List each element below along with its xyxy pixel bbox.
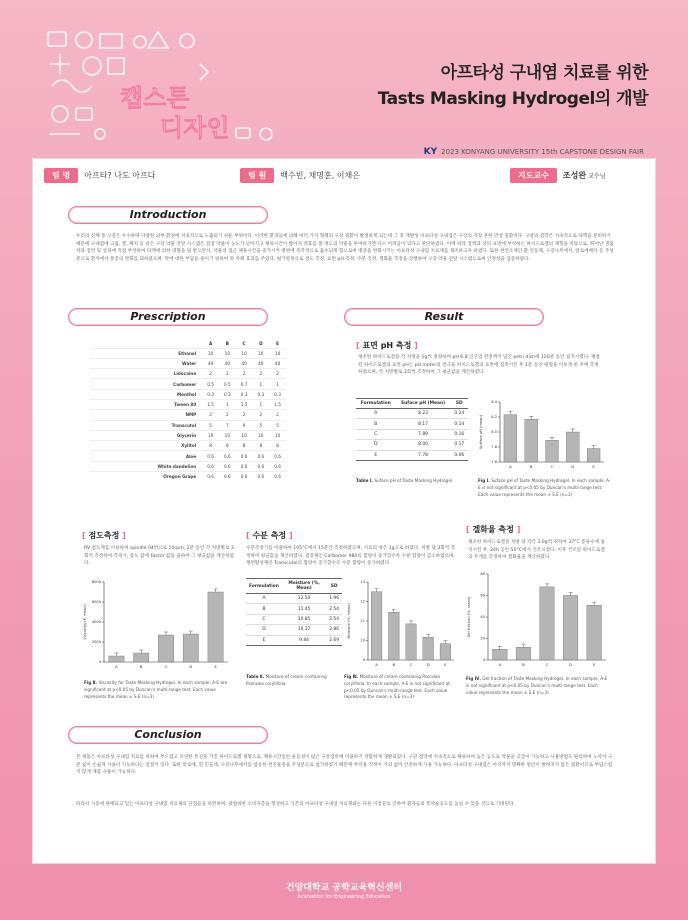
prescription-row bbox=[90, 451, 286, 461]
ph-fig-caption bbox=[478, 478, 612, 498]
ingredient-name: White dandelion bbox=[90, 461, 202, 471]
ingredient-amount: 0.7 bbox=[236, 379, 253, 389]
section-title: Introduction bbox=[129, 208, 207, 221]
prescription-col-header: B bbox=[225, 341, 229, 347]
moisture-table-cell: 1.96 bbox=[326, 594, 342, 604]
ph-table-cell: A bbox=[356, 409, 396, 419]
ph-table-cell: 8.00 bbox=[396, 440, 451, 450]
ingredient-amount: 8 bbox=[252, 441, 269, 451]
y-tick-label: 20 bbox=[480, 636, 485, 641]
moisture-text: 수분측정기를 이용하여 105°C에서 15분간 측정하였으며, 시료의 양은 1g으로 하였다. 처방 당 3회씩 측정하여 평균값을 계산하였다. 점증제인 Carbomer 980의 함량이 증가할수록 수분 함량이 감소하였으며, 계면활성제인 Transcutol의 함량이 증가할수록 수분 함량이 증가하였다. bbox=[246, 546, 456, 567]
members-label: 팀 원 bbox=[240, 168, 274, 183]
moisture-table-cell: 10.17 bbox=[282, 625, 326, 635]
ph-table-cell: B bbox=[356, 419, 396, 429]
ph-table-col-header: Formulation bbox=[356, 399, 396, 409]
prescription-row bbox=[90, 358, 286, 368]
y-axis-label: Gel fraction (%, mean) bbox=[467, 596, 471, 638]
prescription-row bbox=[90, 430, 286, 440]
ingredient-amount: 40 bbox=[236, 358, 253, 368]
poster-title-line2: Tasts Masking Hydrogel의 개발 bbox=[377, 89, 648, 109]
x-tick-label: A bbox=[375, 662, 378, 667]
moisture-table-cell: E bbox=[246, 635, 282, 645]
moisture-table-header-row bbox=[246, 579, 342, 594]
ingredient-amount: 8 bbox=[236, 441, 253, 451]
caption-text: Moisture of cream containing Psoralea corylifolia bbox=[246, 674, 327, 686]
ingredient-name: Ethanol bbox=[90, 348, 202, 358]
advisor-label: 지도교수 bbox=[510, 168, 557, 183]
ingredient-amount: 10 bbox=[236, 430, 253, 440]
ph-table-cell: 7.89 bbox=[396, 429, 451, 439]
y-tick-label: 8.2 bbox=[491, 415, 497, 420]
ingredient-amount: 1.5 bbox=[202, 399, 219, 409]
x-tick-label: B bbox=[139, 664, 143, 669]
ingredient-amount: 0.6 bbox=[252, 461, 269, 471]
ph-table-cell: D bbox=[356, 440, 396, 450]
caption-label: Table Ⅰ. bbox=[356, 478, 374, 483]
advisor-name: 조성완 bbox=[562, 170, 587, 180]
ingredient-amount: 0.6 bbox=[236, 472, 253, 482]
moisture-table-row bbox=[246, 635, 342, 645]
ph-table-header-row bbox=[356, 399, 468, 409]
ingredient-name: Glycerin bbox=[90, 430, 202, 440]
ingredient-amount: 10 bbox=[202, 348, 219, 358]
caption-text: Gel fraction of Taste Masking Hydrogel. In each sample, A-E is not significant at p<0.05 by Duncan's multi-range test. Each value represents the mean ± S.E (n=3) bbox=[466, 676, 608, 695]
ingredient-amount: 10 bbox=[219, 348, 236, 358]
members-info bbox=[240, 167, 360, 183]
ph-table-cell: 0.16 bbox=[451, 429, 468, 439]
conclusion-text-1: 본 제품은 아프타성 구내염 치료를 위하여 부드럽고 유연한 특징을 가진 하이드로겔 제형으로, 체류시간동안 운동성이 많은 구강점막에 이용하기 적합하게 개발되었다. 구강 점막에 지속적으로 체류하여 높은 농도로 약물을 공급이 가능하고 사용방법도 편리하여 노약자 구분 없이 손쉽게 사용이 가능하다는 장점이 있다. 또한 알로에, 흰 민들레, 구강나무에서를 첨유한 천연물질을 주성분으로 첨가하였기 때문에 부작용 걱정이 거의 없어 안전하게 사용 가능하다. 아프타성 구내염은 아직까지 명확한 원인이 밝혀지지 않은 질환이므로 부담스럽지 않게 제품 사용이 가능하다. bbox=[76, 755, 613, 776]
moisture-table-cell: 2.54 bbox=[326, 604, 342, 614]
ph-table-cell: 0.24 bbox=[451, 409, 468, 419]
ingredient-amount: 10 bbox=[202, 430, 219, 440]
ph-table-cell: 8.23 bbox=[396, 409, 451, 419]
ky-logo-icon: KY bbox=[423, 147, 438, 157]
moisture-table bbox=[246, 578, 342, 646]
ingredient-amount: 0.3 bbox=[252, 389, 269, 399]
viscosity-fig-caption bbox=[84, 680, 234, 700]
ingredient-name: Carbomer bbox=[90, 379, 202, 389]
ingredient-amount: 2 bbox=[269, 410, 286, 420]
ph-chart bbox=[478, 398, 608, 472]
bar-E bbox=[440, 644, 451, 660]
x-tick-label: C bbox=[545, 662, 549, 667]
x-tick-label: A bbox=[509, 464, 512, 469]
members-names: 백수빈, 채명훈, 이채은 bbox=[280, 170, 360, 180]
moisture-table-cell: 2.69 bbox=[326, 635, 342, 645]
ph-table-cell: 0.06 bbox=[451, 450, 468, 460]
y-tick-label: 2000 bbox=[91, 640, 101, 645]
ingredient-amount: 2 bbox=[219, 369, 236, 379]
ph-table-row bbox=[356, 440, 468, 450]
ph-table-col-header: Suface pH (Mean) bbox=[396, 399, 451, 409]
ingredient-amount: 0.3 bbox=[269, 389, 286, 399]
y-tick-label: 7.8 bbox=[491, 445, 497, 450]
ingredient-name: Oregon Grape bbox=[90, 472, 202, 482]
caption-label: Table Ⅱ. bbox=[246, 674, 265, 679]
bar-A bbox=[109, 656, 124, 662]
prescription-row bbox=[90, 441, 286, 451]
bar-D bbox=[423, 637, 434, 660]
prescription-col-header: D bbox=[259, 341, 263, 347]
ph-table-cell: 8.17 bbox=[396, 419, 451, 429]
ph-table-col-header: SD bbox=[451, 399, 468, 409]
ingredient-amount: 1.5 bbox=[236, 399, 253, 409]
x-tick-label: E bbox=[592, 464, 595, 469]
ingredient-amount: 40 bbox=[202, 358, 219, 368]
bar-C bbox=[540, 587, 555, 660]
x-tick-label: E bbox=[592, 662, 596, 667]
ph-table-cell: E bbox=[356, 450, 396, 460]
viscosity-text: RV 점도계를 이용하여 spindle 04번으로 10rpm, 2분 동안 각 처방별로 3회씩 측정하여 측정시, 중도 값에 Factor 값을 곱하여 그 평균값을 계산하였다. bbox=[84, 546, 234, 567]
y-tick-label: 7.6 bbox=[491, 460, 497, 465]
ingredient-name: Menthol bbox=[90, 389, 202, 399]
ingredient-amount: 5 bbox=[252, 420, 269, 430]
ingredient-amount: 2 bbox=[202, 410, 219, 420]
ingredient-amount: 7 bbox=[219, 420, 236, 430]
ph-text: 제조한 하이드로겔을 각 처방을 1g씩 정량하여 pH 6.8 인산염 완충액이 담긴 petri dish에 120분 동안 침지시켰다. 팽창된 하이드로겔의 표면 pH는 pH meter의 전극을 하이드로겔의 표면에 접촉시킨 후 1분 동안 평형을 이루게 한 후에 측정하였으며, 각 처방별로 3회씩 측정하여 그 평균값을 계산하였다. bbox=[358, 355, 600, 376]
ph-title-text: 표면 pH 측정 bbox=[362, 341, 412, 350]
ingredient-amount: 2 bbox=[236, 410, 253, 420]
ingredient-name: Water bbox=[90, 358, 202, 368]
prescription-col-header: E bbox=[276, 341, 280, 347]
moisture-table-row bbox=[246, 614, 342, 624]
bar-D bbox=[183, 634, 198, 662]
ingredient-amount: 2 bbox=[202, 369, 219, 379]
bar-D bbox=[566, 432, 579, 462]
y-tick-label: 0 bbox=[482, 658, 485, 663]
section-title: Conclusion bbox=[134, 728, 202, 741]
bar-D bbox=[563, 596, 578, 661]
ingredient-amount: 10 bbox=[219, 430, 236, 440]
bar-E bbox=[587, 449, 600, 463]
section-result bbox=[344, 308, 544, 326]
ingredient-amount: 0.6 bbox=[269, 451, 286, 461]
x-tick-label: A bbox=[115, 664, 118, 669]
moisture-table-cell: 9.84 bbox=[282, 635, 326, 645]
prescription-row bbox=[90, 461, 286, 471]
advisor-info bbox=[510, 167, 606, 183]
section-title: Prescription bbox=[130, 310, 206, 323]
conclusion-text-2: 따라서 시중에 판매되고 있는 아프타성 구내염 치료제의 단점들을 보완하며, 광범위한 소비자층을 형성하고 기존의 아프타성 구내염 치료제와는 다른 이점들로 인하여 환자들의 복약순응도를 높일 수 있을 것으로 기대된다. bbox=[76, 802, 515, 807]
moisture-fig-caption bbox=[344, 674, 458, 701]
footer-line2: Innovation for Engineering Education bbox=[297, 894, 391, 900]
y-tick-label: 4000 bbox=[91, 620, 101, 625]
ingredient-amount: 1.5 bbox=[269, 399, 286, 409]
moisture-table-cell: 2.86 bbox=[326, 625, 342, 635]
gel-chart bbox=[466, 570, 610, 670]
team-info bbox=[44, 167, 155, 183]
caption-text: Suface pH of Taste Masking Hydrogel. bbox=[373, 478, 454, 483]
y-tick-label: 60 bbox=[480, 593, 485, 598]
x-tick-label: D bbox=[569, 662, 573, 667]
logo-text-2: 디자인 bbox=[160, 114, 230, 142]
ingredient-amount: 9 bbox=[236, 420, 253, 430]
ingredient-amount: 8 bbox=[219, 441, 236, 451]
advisor-suffix: 교수님 bbox=[588, 172, 606, 180]
ingredient-amount: 1 bbox=[252, 379, 269, 389]
ingredient-amount: 1 bbox=[269, 379, 286, 389]
ingredient-amount: 0.6 bbox=[202, 451, 219, 461]
ingredient-amount: 0.6 bbox=[269, 461, 286, 471]
moisture-table-cell: A bbox=[246, 594, 282, 604]
x-tick-label: B bbox=[529, 464, 533, 469]
prescription-row bbox=[90, 379, 286, 389]
poster-title-line1: 아프타성 구내염 치료를 위한 bbox=[440, 63, 648, 83]
ingredient-amount: 0.3 bbox=[219, 389, 236, 399]
moisture-table-cell: B bbox=[246, 604, 282, 614]
introduction-text: 우리의 신체 중 구강은 우수하며 다양한 외부 환경에 지속적으로 노출되기 쉬운 부위이다. 이러한 환경들에 의해 여러 가지 형태의 구강 질환이 발생하게 되는데 그 중 재발성 아프타성 구내염은 구강의 가장 흔한 만성 질환이다. 구강의 점막은 지속적으로 타액을 분비하기 때문에 구내염에 크림, 겔, 패치 등 같은 구강 약물 전달 시스템은 점점 약물이 농도가 낮아지고 체류시간이 짧아져 약효를 볼 정도의 약물을 투여하기엔 다소 어려움이 있다고 판단하였다. 이에 따라 점액과 상피 표면에 부착하는 하이드로겔의 제형을 바탕으로, 뛰어난 생흡착과 점막 및 상피에 직접 부착하여 타액에 의한 영향을 덜 받으면서, 약물의 접근 체류시간을 증가시켜 병변에 즉각적으로 흡수되게 함으로써 병증을 완화시키는 아프타성 구내염 치료제를 제조하고자 하였다. 또한 천연소재인 환 연동제, 구강나무에서, 알로에베라 등 주성분으로 환자에서 통증의 완화를 꾀하였으며, 맛에 대한 부담을 줄이기 위하여 맛 차폐 효과를 주었다. 평가항목으로 점도 측정, 표면 pH 측정, 수분 측정, 겔화율 측정을 진행하여 구강 약물 전달 시스템으로써 안정성을 검증하였다. bbox=[76, 234, 614, 262]
y-tick-label: 40 bbox=[480, 615, 485, 620]
capstone-logo-art bbox=[40, 24, 280, 150]
bar-B bbox=[134, 653, 149, 662]
y-tick-label: 12 bbox=[360, 599, 365, 604]
bar-B bbox=[516, 647, 531, 660]
x-tick-label: E bbox=[444, 662, 447, 667]
fair-banner bbox=[424, 147, 644, 157]
y-tick-label: 8.4 bbox=[491, 400, 497, 405]
ingredient-amount: 5 bbox=[202, 420, 219, 430]
ingredient-amount: 10 bbox=[236, 348, 253, 358]
y-tick-label: 13 bbox=[360, 580, 365, 585]
moisture-table-row bbox=[246, 594, 342, 604]
gel-fig-caption bbox=[466, 676, 610, 696]
ingredient-amount: 2 bbox=[236, 369, 253, 379]
ingredient-amount: 8 bbox=[202, 441, 219, 451]
ingredient-amount: 40 bbox=[252, 358, 269, 368]
team-label: 팀 명 bbox=[44, 168, 78, 183]
caption-text: Suface pH of Taste Masking Hydrogel. In each sample, A-E is not significant at p<0.05 by Duncan's multi-range test. Each value represents the mean ± S.E (n=3) bbox=[478, 478, 611, 497]
caption-text: Viscosity for Taste Masking Hydrogel. In each sample, A-E are significant at p<0.05 by Duncan's multi-range test. Each value represents the mean ± S.E (n=3) bbox=[84, 680, 228, 699]
section-title: Result bbox=[424, 310, 464, 323]
x-tick-label: C bbox=[409, 662, 413, 667]
moisture-table-cell: 11.45 bbox=[282, 604, 326, 614]
x-tick-label: D bbox=[571, 464, 575, 469]
bar-E bbox=[208, 592, 223, 662]
prescription-header-row bbox=[90, 340, 286, 348]
ph-table-row bbox=[356, 409, 468, 419]
ingredient-name: Lidocaine bbox=[90, 369, 202, 379]
moisture-table-col-header: Moisture (%, Mean) bbox=[282, 579, 326, 594]
ingredient-amount: 0.3 bbox=[236, 389, 253, 399]
prescription-row bbox=[90, 369, 286, 379]
poster-header bbox=[0, 0, 688, 158]
ingredient-amount: 10 bbox=[252, 348, 269, 358]
y-axis-label: Surface pH (mean) bbox=[479, 415, 483, 449]
ingredient-amount: 0.6 bbox=[202, 461, 219, 471]
ingredient-amount: 2 bbox=[252, 369, 269, 379]
bar-B bbox=[525, 419, 538, 462]
y-tick-label: 80 bbox=[480, 572, 485, 577]
ph-table-cell: 0.14 bbox=[451, 419, 468, 429]
bar-B bbox=[388, 612, 399, 660]
x-tick-label: D bbox=[189, 664, 193, 669]
ph-table-caption bbox=[356, 478, 476, 485]
ingredient-amount: 10 bbox=[269, 348, 286, 358]
ingredient-amount: 0.6 bbox=[252, 451, 269, 461]
ph-table-cell: 0.17 bbox=[451, 440, 468, 450]
prescription-row bbox=[90, 410, 286, 420]
x-tick-label: C bbox=[550, 464, 554, 469]
ingredient-amount: 0.6 bbox=[236, 461, 253, 471]
ingredient-amount: 0.5 bbox=[219, 379, 236, 389]
bar-A bbox=[492, 649, 507, 660]
ingredient-amount: 10 bbox=[252, 430, 269, 440]
ingredient-amount: 0.6 bbox=[236, 451, 253, 461]
y-tick-label: 10 bbox=[360, 638, 365, 643]
section-prescription bbox=[68, 308, 268, 326]
caption-label: Fig Ⅱ. bbox=[84, 680, 98, 685]
caption-label: Fig Ⅲ. bbox=[344, 674, 359, 679]
moisture-table-cell: 2.54 bbox=[326, 614, 342, 624]
viscosity-title-text: 점도측정 bbox=[88, 531, 120, 540]
bar-A bbox=[371, 592, 382, 660]
bar-C bbox=[406, 624, 417, 660]
ph-table-row bbox=[356, 429, 468, 439]
gel-title: [ 겔화율 측정 ] bbox=[466, 525, 521, 534]
ingredient-amount: 2 bbox=[269, 369, 286, 379]
moisture-table-row bbox=[246, 604, 342, 614]
x-tick-label: D bbox=[426, 662, 430, 667]
ingredient-amount: 0.6 bbox=[219, 461, 236, 471]
moisture-table-cell: D bbox=[246, 625, 282, 635]
moisture-table-col-header: SD bbox=[326, 579, 342, 594]
moisture-table-col-header: Formulation bbox=[246, 579, 282, 594]
ph-table-row bbox=[356, 450, 468, 460]
caption-label: Fig Ⅳ. bbox=[466, 676, 481, 681]
ph-title: [ 표면 pH 측정 ] bbox=[356, 341, 418, 350]
prescription-row bbox=[90, 348, 286, 358]
ph-table-cell: 7.78 bbox=[396, 450, 451, 460]
ingredient-amount: 1 bbox=[219, 399, 236, 409]
ingredient-amount: 8 bbox=[269, 441, 286, 451]
team-name: 아프타? 나도 아프다 bbox=[84, 170, 156, 180]
y-tick-label: 8000 bbox=[91, 580, 101, 585]
logo-text-1: 캡스톤 bbox=[120, 84, 190, 112]
prescription-row bbox=[90, 389, 286, 399]
ingredient-name: Tween 80 bbox=[90, 399, 202, 409]
ph-table bbox=[356, 398, 468, 461]
prescription-table bbox=[90, 340, 286, 482]
bar-C bbox=[158, 635, 173, 662]
moisture-table-cell: 12.50 bbox=[282, 594, 326, 604]
x-tick-label: E bbox=[214, 664, 217, 669]
ph-table-cell: C bbox=[356, 429, 396, 439]
ingredient-amount: 40 bbox=[269, 358, 286, 368]
ph-table-row bbox=[356, 419, 468, 429]
ingredient-amount: 0.6 bbox=[202, 472, 219, 482]
ingredient-amount: 2 bbox=[219, 410, 236, 420]
ingredient-amount: 2 bbox=[252, 410, 269, 420]
ingredient-name: Xylitol bbox=[90, 441, 202, 451]
ingredient-amount: 0.6 bbox=[252, 472, 269, 482]
x-tick-label: C bbox=[164, 664, 168, 669]
bar-E bbox=[587, 605, 602, 660]
moisture-title-text: 수분 측정 bbox=[252, 531, 287, 540]
x-tick-label: B bbox=[522, 662, 525, 667]
bar-C bbox=[546, 440, 559, 462]
gel-text: 제조한 하이드로겔을 처방 당 각각 3.0g씩 취하여 37°C 증류수에 침지시킨 후, 24h 동안 50°C에서 건조시켰다. 이후 건조된 하이드로겔의 무게를 측정하여 겔화율을 계산하였다. bbox=[468, 540, 605, 561]
ingredient-amount: 1 bbox=[252, 399, 269, 409]
moisture-table-cell: C bbox=[246, 614, 282, 624]
y-tick-label: 8.0 bbox=[491, 430, 497, 435]
x-tick-label: B bbox=[392, 662, 396, 667]
prescription-col-header: A bbox=[208, 341, 213, 347]
section-introduction bbox=[68, 206, 268, 224]
footer-line1: 건양대학교 공학교육혁신센터 bbox=[285, 883, 403, 893]
y-tick-label: 0 bbox=[98, 660, 101, 665]
ingredient-amount: 5 bbox=[269, 420, 286, 430]
ingredient-amount: 40 bbox=[219, 358, 236, 368]
ingredient-amount: 0.6 bbox=[269, 472, 286, 482]
moisture-chart bbox=[346, 578, 458, 670]
prescription-row bbox=[90, 472, 286, 482]
moisture-table-row bbox=[246, 625, 342, 635]
ingredient-name: Aloe bbox=[90, 451, 202, 461]
ingredient-amount: 0.6 bbox=[219, 451, 236, 461]
logo-wordmark bbox=[120, 84, 230, 142]
moisture-title: [ 수분 측정 ] bbox=[246, 531, 293, 540]
footer bbox=[0, 880, 688, 900]
ingredient-name: NMP bbox=[90, 410, 202, 420]
fair-text: 2023 KONYANG UNIVERSITY 15th CAPSTONE DESIGN FAIR bbox=[441, 148, 644, 156]
ingredient-amount: 0.5 bbox=[202, 379, 219, 389]
bar-A bbox=[504, 415, 517, 462]
y-tick-label: 11 bbox=[360, 619, 365, 624]
y-axis-label: Viscosity(cP, mean) bbox=[83, 604, 87, 640]
viscosity-title: [ 점도측정 ] bbox=[82, 531, 126, 540]
y-tick-label: 6000 bbox=[91, 600, 101, 605]
prescription-col-header: C bbox=[242, 341, 246, 347]
moisture-table-caption bbox=[246, 674, 342, 688]
x-tick-label: A bbox=[498, 662, 502, 667]
caption-label: Fig Ⅰ. bbox=[478, 478, 490, 483]
ingredient-amount: 10 bbox=[269, 430, 286, 440]
caption-text: Moisture of cream containing Psoralea corylifolia. In each sample, A-E is not significant at p<0.05 by Duncan's multi-range test. Each value represents the mean ± S.E (n=3) bbox=[344, 674, 450, 700]
gel-title-text: 겔화율 측정 bbox=[472, 525, 514, 534]
ingredient-amount: 0.6 bbox=[219, 472, 236, 482]
moisture-table-cell: 10.85 bbox=[282, 614, 326, 624]
ingredient-amount: 0.3 bbox=[202, 389, 219, 399]
viscosity-chart bbox=[82, 578, 232, 672]
y-axis-label: Moisture (%, mean) bbox=[347, 603, 351, 639]
ingredient-name: Transcutol bbox=[90, 420, 202, 430]
section-conclusion bbox=[68, 726, 268, 744]
prescription-row bbox=[90, 420, 286, 430]
y-tick-label: 9 bbox=[362, 658, 365, 663]
prescription-row bbox=[90, 399, 286, 409]
